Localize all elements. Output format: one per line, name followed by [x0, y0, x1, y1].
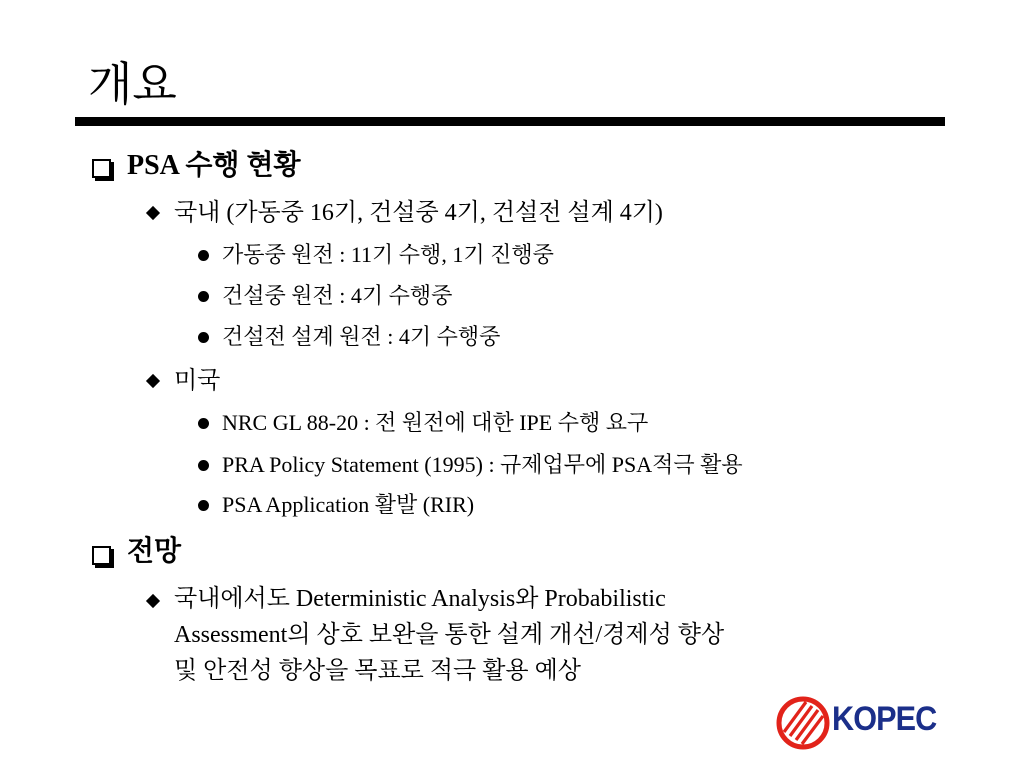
kopec-logo-text: KOPEC [832, 700, 937, 738]
slide-title: 개요 [88, 57, 177, 111]
sub-list-item: 건설중 원전 : 4기 수행중 [222, 283, 453, 308]
dot-bullet-icon [198, 500, 209, 511]
dot-bullet-icon [198, 460, 209, 471]
kopec-logo [776, 694, 951, 750]
dot-bullet-icon [198, 418, 209, 429]
list-item-line: Assessment의 상호 보완을 통한 설계 개선/경제성 향상 [174, 622, 725, 648]
list-item-line: 국내에서도 Deterministic Analysis와 Probabilistic [174, 586, 666, 612]
dot-bullet-icon [198, 332, 209, 343]
dot-bullet-icon [198, 250, 209, 261]
list-item-line: 및 안전성 향상을 목표로 적극 활용 예상 [174, 658, 581, 684]
list-item: 미국 [174, 368, 221, 394]
kopec-logo-mark-icon [776, 694, 830, 750]
diamond-bullet-icon [146, 374, 160, 388]
section-heading: PSA 수행 현황 [127, 150, 301, 181]
diamond-bullet-icon [146, 206, 160, 220]
sub-list-item: NRC GL 88-20 : 전 원전에 대한 IPE 수행 요구 [222, 410, 649, 435]
diamond-bullet-icon [146, 594, 160, 608]
sub-list-item: 건설전 설계 원전 : 4기 수행중 [222, 324, 501, 349]
square-bullet-icon [92, 159, 111, 178]
sub-list-item: PRA Policy Statement (1995) : 규제업무에 PSA적극 활용 [222, 452, 743, 477]
sub-list-item: PSA Application 활발 (RIR) [222, 492, 475, 517]
sub-list-item: 가동중 원전 : 11기 수행, 1기 진행중 [222, 242, 554, 267]
list-item: 국내 (가동중 16기, 건설중 4기, 건설전 설계 4기) [174, 200, 663, 226]
section-heading: 전망 [127, 536, 182, 567]
square-bullet-icon [92, 546, 111, 565]
dot-bullet-icon [198, 291, 209, 302]
